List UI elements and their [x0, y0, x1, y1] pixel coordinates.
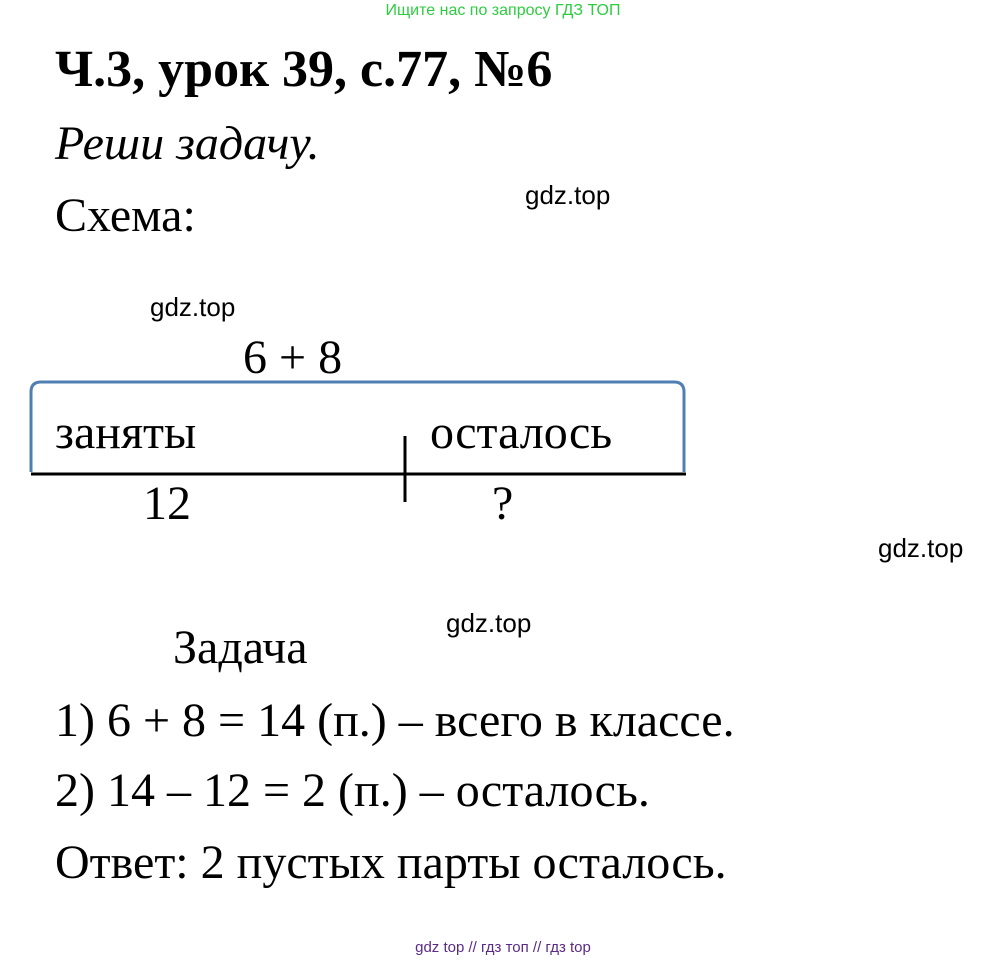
watermark: gdz.top	[878, 533, 964, 563]
scheme-value-unknown: ?	[492, 477, 514, 530]
task-instruction: Реши задачу.	[55, 117, 320, 170]
watermark: gdz.top	[525, 180, 611, 210]
bottom-banner: gdz top // гдз топ // гдз top	[415, 939, 591, 956]
top-banner: Ищите нас по запросу ГДЗ ТОП	[385, 2, 621, 19]
scheme-value-occupied: 12	[143, 477, 191, 530]
answer-line: Ответ: 2 пустых парты осталось.	[55, 836, 727, 889]
solution-step: 2) 14 – 12 = 2 (п.) – осталось.	[55, 764, 650, 817]
task-heading: Задача	[173, 621, 308, 674]
schema-label: Схема:	[55, 189, 196, 242]
solution-step: 1) 6 + 8 = 14 (п.) – всего в классе.	[55, 694, 735, 747]
scheme-formula: 6 + 8	[243, 331, 343, 384]
watermark: gdz.top	[150, 292, 236, 322]
scheme-label-remained: осталось	[430, 406, 613, 459]
page-title: Ч.3, урок 39, с.77, №6	[55, 41, 553, 98]
scheme-label-occupied: заняты	[55, 406, 197, 459]
watermark: gdz.top	[446, 608, 532, 638]
